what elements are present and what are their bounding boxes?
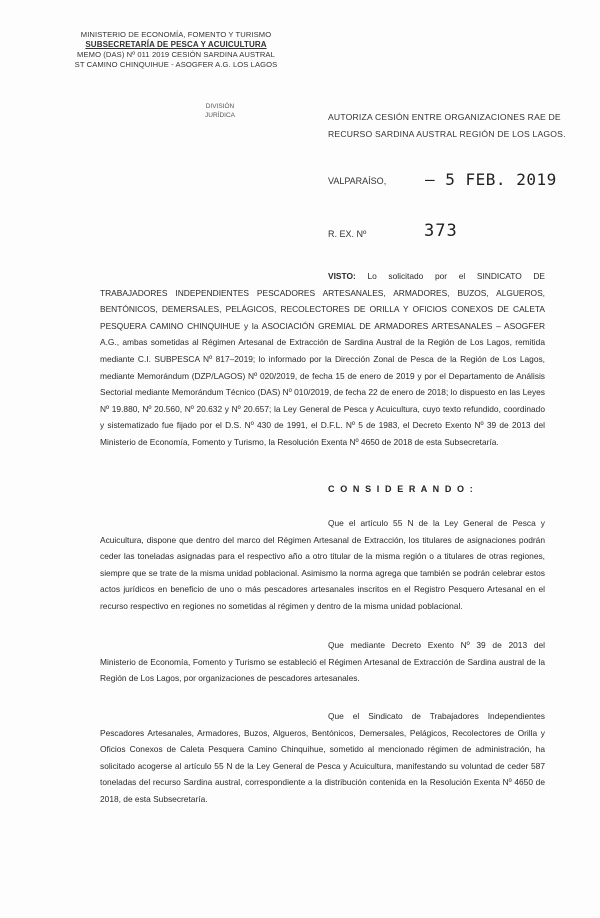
visto-paragraph <box>100 268 545 451</box>
letterhead <box>56 30 296 70</box>
date-stamp: – 5 FEB. 2019 <box>425 170 557 189</box>
stamp-line-2: JURÍDICA <box>205 112 235 119</box>
rex-number: 373 <box>424 221 458 241</box>
considerando-paragraph-3: Que el Sindicato de Trabajadores Independientes Pescadores Artesanales, Armadores, Buzos, Algueros, Bentónicos, Demersales, Pelágicos, Recolectores de Orilla y Oficios Conexos de Caleta Pesquera Camino Chinquihue, sometido al mencionado régimen de administración, ha solicitado acogerse al artículo 55 N de la Ley General de Pesca y Acuicultura, manifestando su voluntad de ceder 587 toneladas del recurso Sardina austral, correspondiente a la distribución contenida en la Resolución Exenta Nº 4650 de 2018, de esta Subsecretaría. <box>100 711 545 804</box>
memo-reference: MEMO (DAS) Nº 011 2019 CESIÓN SARDINA AUSTRAL <box>77 50 275 59</box>
considerando-heading: C O N S I D E R A N D O : <box>328 484 475 494</box>
division-stamp <box>190 100 250 134</box>
visto-label: VISTO: <box>328 271 356 281</box>
stamp-line-1: DIVISIÓN <box>205 103 235 110</box>
resolution-subject: AUTORIZA CESIÓN ENTRE ORGANIZACIONES RAE DE RECURSO SARDINA AUSTRAL REGIÓN DE LOS LAGOS. <box>328 112 566 139</box>
ministry-name: MINISTERIO DE ECONOMÍA, FOMENTO Y TURISMO <box>80 30 272 39</box>
city-label: VALPARAÍSO, <box>328 176 387 186</box>
undersecretariat-name: SUBSECRETARÍA DE PESCA Y ACUICULTURA <box>85 40 267 49</box>
rex-label: R. EX. Nº <box>328 229 367 239</box>
considerando-paragraph-1: Que el artículo 55 N de la Ley General de Pesca y Acuicultura, dispone que dentro del marco del Régimen Artesanal de Extracción, los titulares de asignaciones podrán ceder las toneladas asignadas para el respectivo año a otro titular de la misma región o a titulares de otras regiones, siempre que se trate de la misma unidad poblacional. Asimismo la norma agrega que también se podrán celebrar estos actos jurídicos en beneficio de uno o más pescadores artesanales inscritos en el Registro Pesquero Artesanal en el recurso respectivo en regiones no sometidas al régimen y dentro de la misma unidad poblacional. <box>100 518 545 611</box>
parties-reference: ST CAMINO CHINQUIHUE - ASOGFER A.G. LOS LAGOS <box>74 60 278 69</box>
visto-text: Lo solicitado por el SINDICATO DE TRABAJADORES INDEPENDIENTES PESCADORES ARTESANALES, ARMADORES, BUZOS, ALGUEROS, BENTÓNICOS, DEMERSALES, PELÁGICOS, RECOLECTORES DE ORILLA Y OFICIOS CONEXOS DE CALETA PESQUERA CAMINO CHINQUIHUE y la ASOCIACIÓN GREMIAL DE ARMADORES ARTESANALES – ASOGFER A.G., ambas sometidas al Régimen Artesanal de Extracción de Sardina Austral de la Región de Los Lagos, remitida mediante C.I. SUBPESCA Nº 817–2019; lo informado por la Dirección Zonal de Pesca de la Región de Los Lagos, mediante Memorándum (DZP/LAGOS) Nº 020/2019, de fecha 15 de enero de 2019 y por el Departamento de Análisis Sectorial mediante Memorándum Técnico (DAS) Nº 010/2019, de fecha 22 de enero de 2018; lo dispuesto en las Leyes Nº 19.880, Nº 20.560, Nº 20.632 y Nº 20.657; la Ley General de Pesca y Acuicultura, cuyo texto refundido, coordinado y sistematizado fue fijado por el D.S. Nº 430 de 1991, el D.F.L. Nº 5 de 1983, el Decreto Exento Nº 39 de 2013 del Ministerio de Economía, Fomento y Turismo, la Resolución Exenta Nº 4650 de 2018 de esta Subsecretaría. <box>100 271 546 447</box>
considerando-paragraph-2: Que mediante Decreto Exento Nº 39 de 2013 del Ministerio de Economía, Fomento y Turismo se estableció el Régimen Artesanal de Extracción de Sardina austral de la Región de Los Lagos, por organizaciones de pescadores artesanales. <box>100 640 545 684</box>
